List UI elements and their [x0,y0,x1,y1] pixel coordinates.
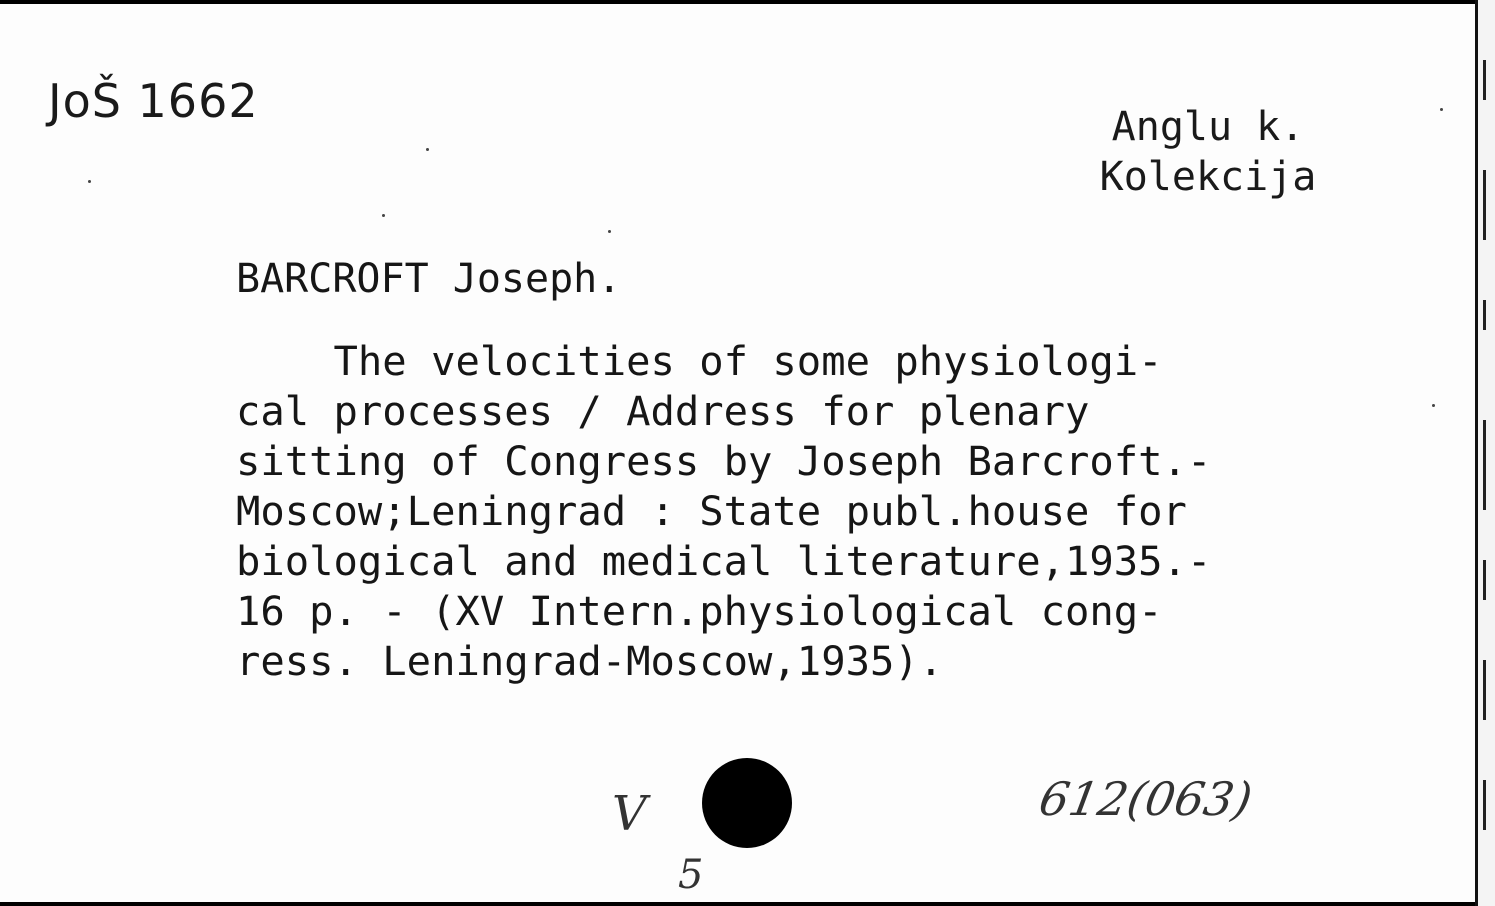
description-line: biological and medical literature,1935.- [236,537,1212,585]
edge-mark [1483,170,1486,240]
paper-speck [1432,404,1435,407]
handwritten-number: 5 [678,852,704,898]
paper-speck [1440,108,1443,111]
edge-mark [1483,300,1486,330]
collection-line-1: Anglu k. [1111,104,1305,150]
paper-speck [88,180,91,183]
edge-mark [1483,780,1486,830]
description-line: sitting of Congress by Joseph Barcroft.- [236,437,1212,485]
author-heading: BARCROFT Joseph. [236,256,622,302]
paper-speck [608,230,611,233]
collection-line-2: Kolekcija [1099,154,1317,200]
description-line: 16 p. - (XV Intern.physiological cong- [236,587,1163,635]
card-right-edge [1475,0,1495,906]
paper-speck [426,148,429,151]
catalog-card [0,4,1478,902]
edge-mark [1483,420,1486,510]
description-line: Moscow;Leningrad : State publ.house for [236,487,1187,535]
description-line: ress. Leningrad-Moscow,1935). [236,637,944,685]
collection-label [1058,102,1358,202]
punch-hole [702,758,792,848]
handwritten-check-mark: V [612,786,647,842]
description-line: cal processes / Address for plenary [236,387,1090,435]
edge-mark [1483,60,1486,100]
edge-mark [1483,660,1486,720]
bibliographic-description [236,336,1451,686]
handwritten-classification: 612(063) [1035,772,1257,826]
edge-mark [1483,560,1486,600]
description-line: The velocities of some physiologi- [236,337,1163,385]
call-number: JoŠ 1662 [48,74,259,128]
paper-speck [382,214,385,217]
